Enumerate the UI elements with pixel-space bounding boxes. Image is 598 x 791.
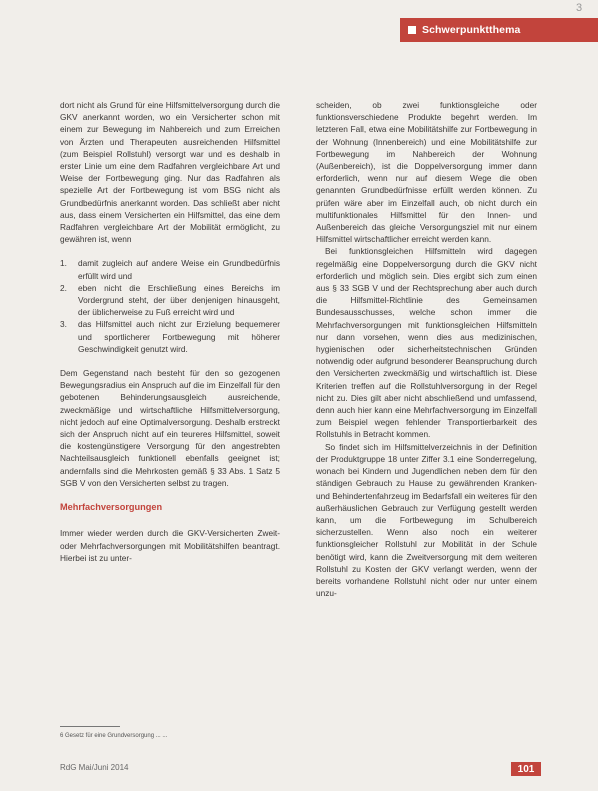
footnote: 6 Gesetz für eine Grundversorgung ... ...: [60, 733, 168, 739]
paragraph: Immer wieder werden durch die GKV-Versicherten Zweit- oder Mehrfachversorgungen mit Mobilitätshilfen beantragt. Hierbei ist zu unter-: [60, 528, 280, 563]
list-item: [60, 318, 280, 355]
list-item: [60, 257, 280, 281]
right-column: [316, 99, 537, 599]
paragraph: scheiden, ob zwei funktionsgleiche oder funktionsverschiedene Produkte begehrt werden. Im letzteren Fall, etwa eine Mobilitätshilfe zur Fortbewegung in der Wohnung (Innenbereich) und eine Mobilitätshilfe zur Fortbewegung im Nahbereich der Wohnung (Außenbereich), ist die Doppelversorgung immer dann erforderlich, wenn nur auf diesem Wege die oben genannten Grundbedürfnisse erfüllt werden können. Zu prüfen wäre aber im Einzelfall auch, ob nicht durch ein multifunktionales Hilfsmittel für den Innen- und Außenbereich das gleiche Versorgungsziel mit nur einem Hilfsmittel wirtschaftlicher erreicht werden kann.: [316, 100, 537, 245]
paragraph: Bei funktionsgleichen Hilfsmitteln wird dagegen regelmäßig eine Doppelversorgung durch die GKV nicht erforderlich und möglich sein. Dies ergibt sich zum einen aus § 33 SGB V und der Rechtsprechung aber auch durch die Hilfsmittel-Richtlinie des Gemeinsamen Bundesausschusses, welche schon immer die Mehrfachversorgungen mit funktionsgleichen Hilfsmitteln nur dann vorsehen, wenn dies aus medizinischen, hygienischen oder sicherheitstechnischen Gründen notwendig oder aufgrund besonderer Beanspruchung durch den Versicherten zweckmäßig und wirtschaftlich ist. Diese Kriterien treffen auf die Rollstuhlversorgung in der Regel nicht zu. Dies gilt aber nicht abschließend und umfassend, denn auch hier kann eine Mehrfachversorgung im Einzelfall zum Beispiel wegen fehlender Transportierbarkeit des Rollstuhls in Betracht kommen.: [316, 246, 537, 440]
section-header: [400, 18, 598, 42]
section-heading: Mehrfachversorgungen: [60, 502, 163, 513]
square-bullet-icon: [408, 26, 416, 34]
footnote-divider: [60, 726, 120, 727]
list-number: 2.: [60, 282, 67, 293]
list-number: 3.: [60, 319, 67, 330]
numbered-list: [60, 257, 280, 355]
list-item-text: damit zugleich auf andere Weise ein Grundbedürfnis erfüllt wird und: [78, 258, 280, 281]
journal-footer: RdG Mai/Juni 2014: [60, 763, 129, 772]
list-item-text: eben nicht die Erschließung eines Bereichs im Vordergrund steht, der über denjenigen hinausgeht, der üblicherweise zu Fuß erreicht wird und: [78, 282, 280, 318]
page-number: 101: [511, 762, 541, 776]
section-title: Schwerpunktthema: [422, 24, 521, 36]
list-item: [60, 282, 280, 319]
paragraph: Dem Gegenstand nach besteht für den so gezogenen Bewegungsradius ein Anspruch auf die im Einzelfall für den gebotenen Behinderungsausgleich ausreichende, zweckmäßige und wirtschaftliche Hilfsmittelversorgung, nicht jedoch auf eine Optimalversorgung. Deshalb erstreckt sich der Anspruch nicht auf ein teureres Hilfsmittel, soweit die kostengünstigere Versorgung für den angestrebten Nachteilsausgleich funktionell ebenfalls geeignet ist; andernfalls sind die Mehrkosten gemäß § 33 Abs. 1 Satz 5 SGB V von den Versicherten selbst zu tragen.: [60, 368, 280, 488]
list-item-text: das Hilfsmittel auch nicht zur Erzielung bequemerer und sportlicherer Fortbewegung mit höherer Geschwindigkeit genutzt wird.: [78, 319, 280, 354]
page-marker: 3: [576, 2, 583, 14]
list-number: 1.: [60, 258, 67, 269]
paragraph: dort nicht als Grund für eine Hilfsmittelversorgung durch die GKV anerkannt worden, wo ein Versicherter schon mit einem zur Bewegung im Nahbereich und zum Erreichen von Ärzten und Therapeuten ausreichenden Hilfsmittel (zum Beispiel Rollstuhl) versorgt war und es deshalb in erster Linie um eine dem Radfahren vergleichbare Art und Weise der Fortbewegung ging. Nur das Radfahren als spezielle Art der Fortbewegung ist vom BSG nicht als Grundbedürfnis anerkannt worden. Das schließt aber nicht aus, dass einem Versicherten ein Hilfsmittel, das eine dem Radfahren vergleichbare Art der Mobilität ermöglicht, zu gewähren ist, wenn: [60, 100, 280, 245]
paragraph: So findet sich im Hilfsmittelverzeichnis in der Definition der Produktgruppe 18 unter Ziffer 3.1 eine Sonderregelung, wonach bei Kindern und Jugendlichen neben dem für den ständigen Gebrauch zu Hause zu gewährenden Kranken- und Behindertenfahrzeug im Bedarfsfall ein weiteres für den außerhäuslichen Gebrauch zur Verfügung gestellt werden kann, um die Fortbewegung im Schulbereich sicherzustellen. Wenn also noch ein weiterer funktionsgleicher Rollstuhl zur Mobilität in der Schule benötigt wird, kann die Zweitversorgung mit dem weiteren Rollstuhl zu Kosten der GKV verlangt werden, wenn der bereits vorhandene Rollstuhl nicht oder nur unter einem unzu-: [316, 441, 537, 599]
left-column: [60, 99, 280, 564]
